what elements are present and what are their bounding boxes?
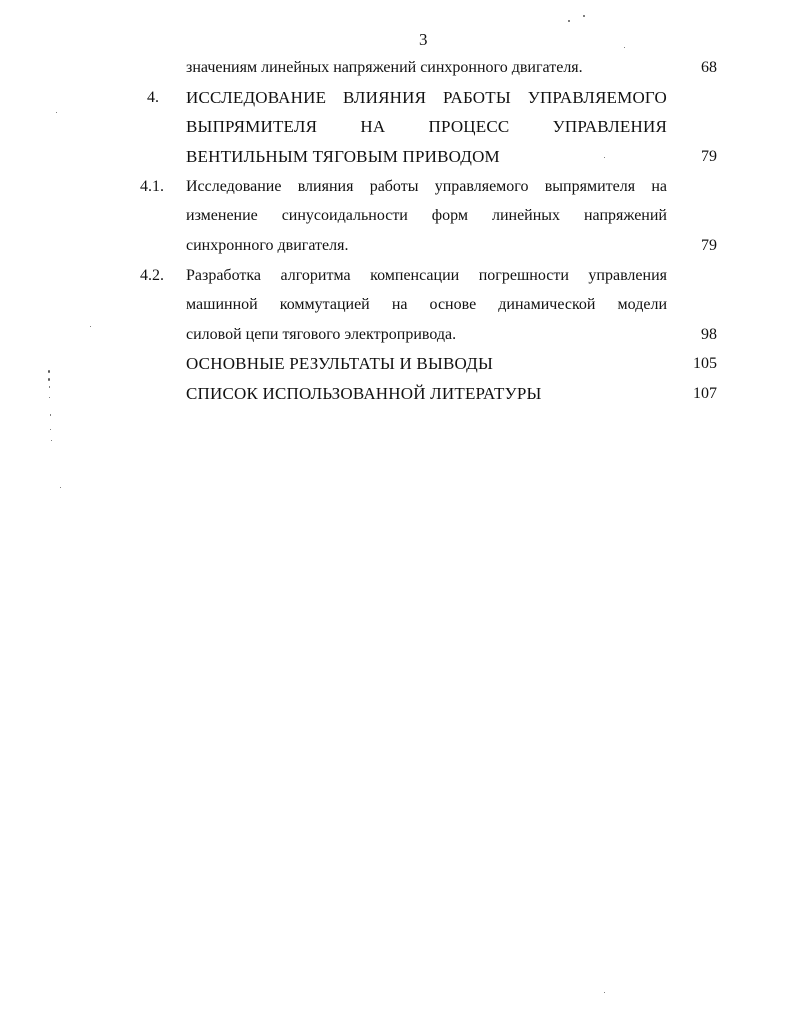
toc-entry-text-line-1: Разработка алгоритма компенсации погрешности управления xyxy=(186,267,667,284)
toc-entry-text-line-3: силовой цепи тягового электропривода. xyxy=(186,326,457,343)
toc-entry-number: 4. xyxy=(147,89,159,106)
scan-speck xyxy=(51,440,52,441)
scan-speck xyxy=(50,429,51,430)
scan-speck xyxy=(90,326,91,327)
scan-speck xyxy=(56,112,57,113)
toc-entry-text-line-2: ВЫПРЯМИТЕЛЯ НА ПРОЦЕСС УПРАВЛЕНИЯ xyxy=(186,117,667,136)
toc-entry-page: 105 xyxy=(693,355,717,372)
toc-entry-page: 79 xyxy=(701,237,717,254)
toc-entry-page: 107 xyxy=(693,385,717,402)
scan-speck xyxy=(48,378,50,381)
page-number: 3 xyxy=(419,30,428,49)
toc-entry-text-line-1: ИССЛЕДОВАНИЕ ВЛИЯНИЯ РАБОТЫ УПРАВЛЯЕМОГО xyxy=(186,88,667,107)
toc-entry-text-line-3: синхронного двигателя. xyxy=(186,237,349,254)
toc-entry-text: СПИСОК ИСПОЛЬЗОВАННОЙ ЛИТЕРАТУРЫ xyxy=(186,384,542,403)
scan-speck xyxy=(60,487,61,488)
toc-entry-text-line-2: машинной коммутацией на основе динамической модели xyxy=(186,296,667,313)
toc-entry-text: ОСНОВНЫЕ РЕЗУЛЬТАТЫ И ВЫВОДЫ xyxy=(186,354,493,373)
scan-speck xyxy=(604,992,605,993)
toc-entry-text: значениям линейных напряжений синхронного двигателя. xyxy=(186,59,583,76)
scan-speck xyxy=(604,157,605,158)
scan-speck xyxy=(49,397,50,398)
toc-entry-page: 79 xyxy=(701,148,717,165)
scan-speck xyxy=(49,386,50,388)
scan-speck xyxy=(50,414,51,416)
toc-entry-number: 4.2. xyxy=(140,267,164,284)
toc-entry-text-line-1: Исследование влияния работы управляемого выпрямителя на xyxy=(186,178,667,195)
toc-entry-text-line-3: ВЕНТИЛЬНЫМ ТЯГОВЫМ ПРИВОДОМ xyxy=(186,147,500,166)
scan-speck xyxy=(624,47,625,48)
scan-speck xyxy=(583,15,585,17)
scan-speck xyxy=(48,370,50,373)
toc-entry-page: 68 xyxy=(701,59,717,76)
toc-entry-page: 98 xyxy=(701,326,717,343)
toc-entry-number: 4.1. xyxy=(140,178,164,195)
scan-speck xyxy=(568,20,570,22)
toc-entry-text-line-2: изменение синусоидальности форм линейных напряжений xyxy=(186,207,667,224)
